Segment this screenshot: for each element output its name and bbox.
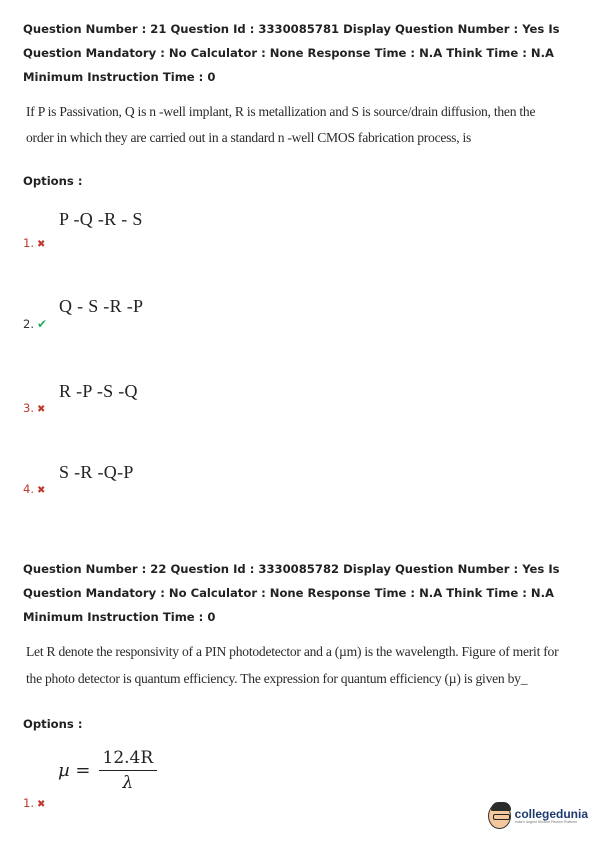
- mascot-face-icon: [488, 803, 511, 829]
- question-22-meta: Question Number : 22 Question Id : 3330085782 Display Question Number : Yes Is Question Mandatory : No Calculator : None Response Time : N.A Think Time : N.A Minimum Instruction Time : 0: [23, 562, 560, 624]
- option-4-number: [23, 482, 45, 496]
- question-21-text-line-2: order in which they are carried out in a standard n -well CMOS fabrication process, is: [26, 130, 472, 145]
- option-2-text: Q - S -R -P: [59, 296, 144, 316]
- correct-check-icon: ✔: [36, 317, 48, 331]
- q22-option-1-label: 1.: [23, 796, 34, 810]
- wrong-mark-icon: ✖: [36, 485, 46, 496]
- logo-brand-name: collegedunia: [514, 806, 588, 821]
- formula-denominator: λ: [122, 773, 134, 793]
- option-3-number: [23, 401, 45, 415]
- formula-lhs: µ =: [58, 760, 91, 781]
- option-1-number: [23, 236, 45, 250]
- wrong-mark-icon: ✖: [36, 239, 46, 250]
- collegedunia-logo: [488, 800, 588, 832]
- option-2-label: 2.: [23, 317, 34, 331]
- option-1-formula: [58, 748, 157, 793]
- question-21-options-label: Options :: [23, 174, 83, 188]
- option-1-text: P -Q -R - S: [59, 209, 143, 229]
- question-22-text-line-2: the photo detector is quantum efficiency. The expression for quantum efficiency (µ) is given by_: [26, 671, 528, 686]
- logo-text: [515, 808, 588, 825]
- formula-numerator: 12.4R: [99, 748, 158, 771]
- option-3-text: R -P -S -Q: [59, 381, 138, 401]
- question-21-text-line-1: If P is Passivation, Q is n -well implant, R is metallization and S is source/drain diffusion, then the: [26, 104, 536, 119]
- logo-tagline: India's largest Student Review Platform: [514, 819, 578, 824]
- option-2-number: [23, 317, 47, 331]
- question-22-text-line-1: Let R denote the responsivity of a PIN photodetector and a (µm) is the wavelength. Figure of merit for: [26, 644, 559, 659]
- option-1-label: 1.: [23, 236, 34, 250]
- wrong-mark-icon: ✖: [36, 799, 46, 810]
- wrong-mark-icon: ✖: [36, 404, 46, 415]
- option-3-label: 3.: [23, 401, 34, 415]
- question-22-options-label: Options :: [23, 717, 83, 731]
- formula-fraction: [99, 748, 158, 793]
- option-4-label: 4.: [23, 482, 34, 496]
- q22-option-1-number: [23, 796, 45, 810]
- question-21-meta: Question Number : 21 Question Id : 3330085781 Display Question Number : Yes Is Question Mandatory : No Calculator : None Response Time : N.A Think Time : N.A Minimum Instruction Time : 0: [23, 22, 560, 84]
- option-4-text: S -R -Q-P: [59, 462, 134, 482]
